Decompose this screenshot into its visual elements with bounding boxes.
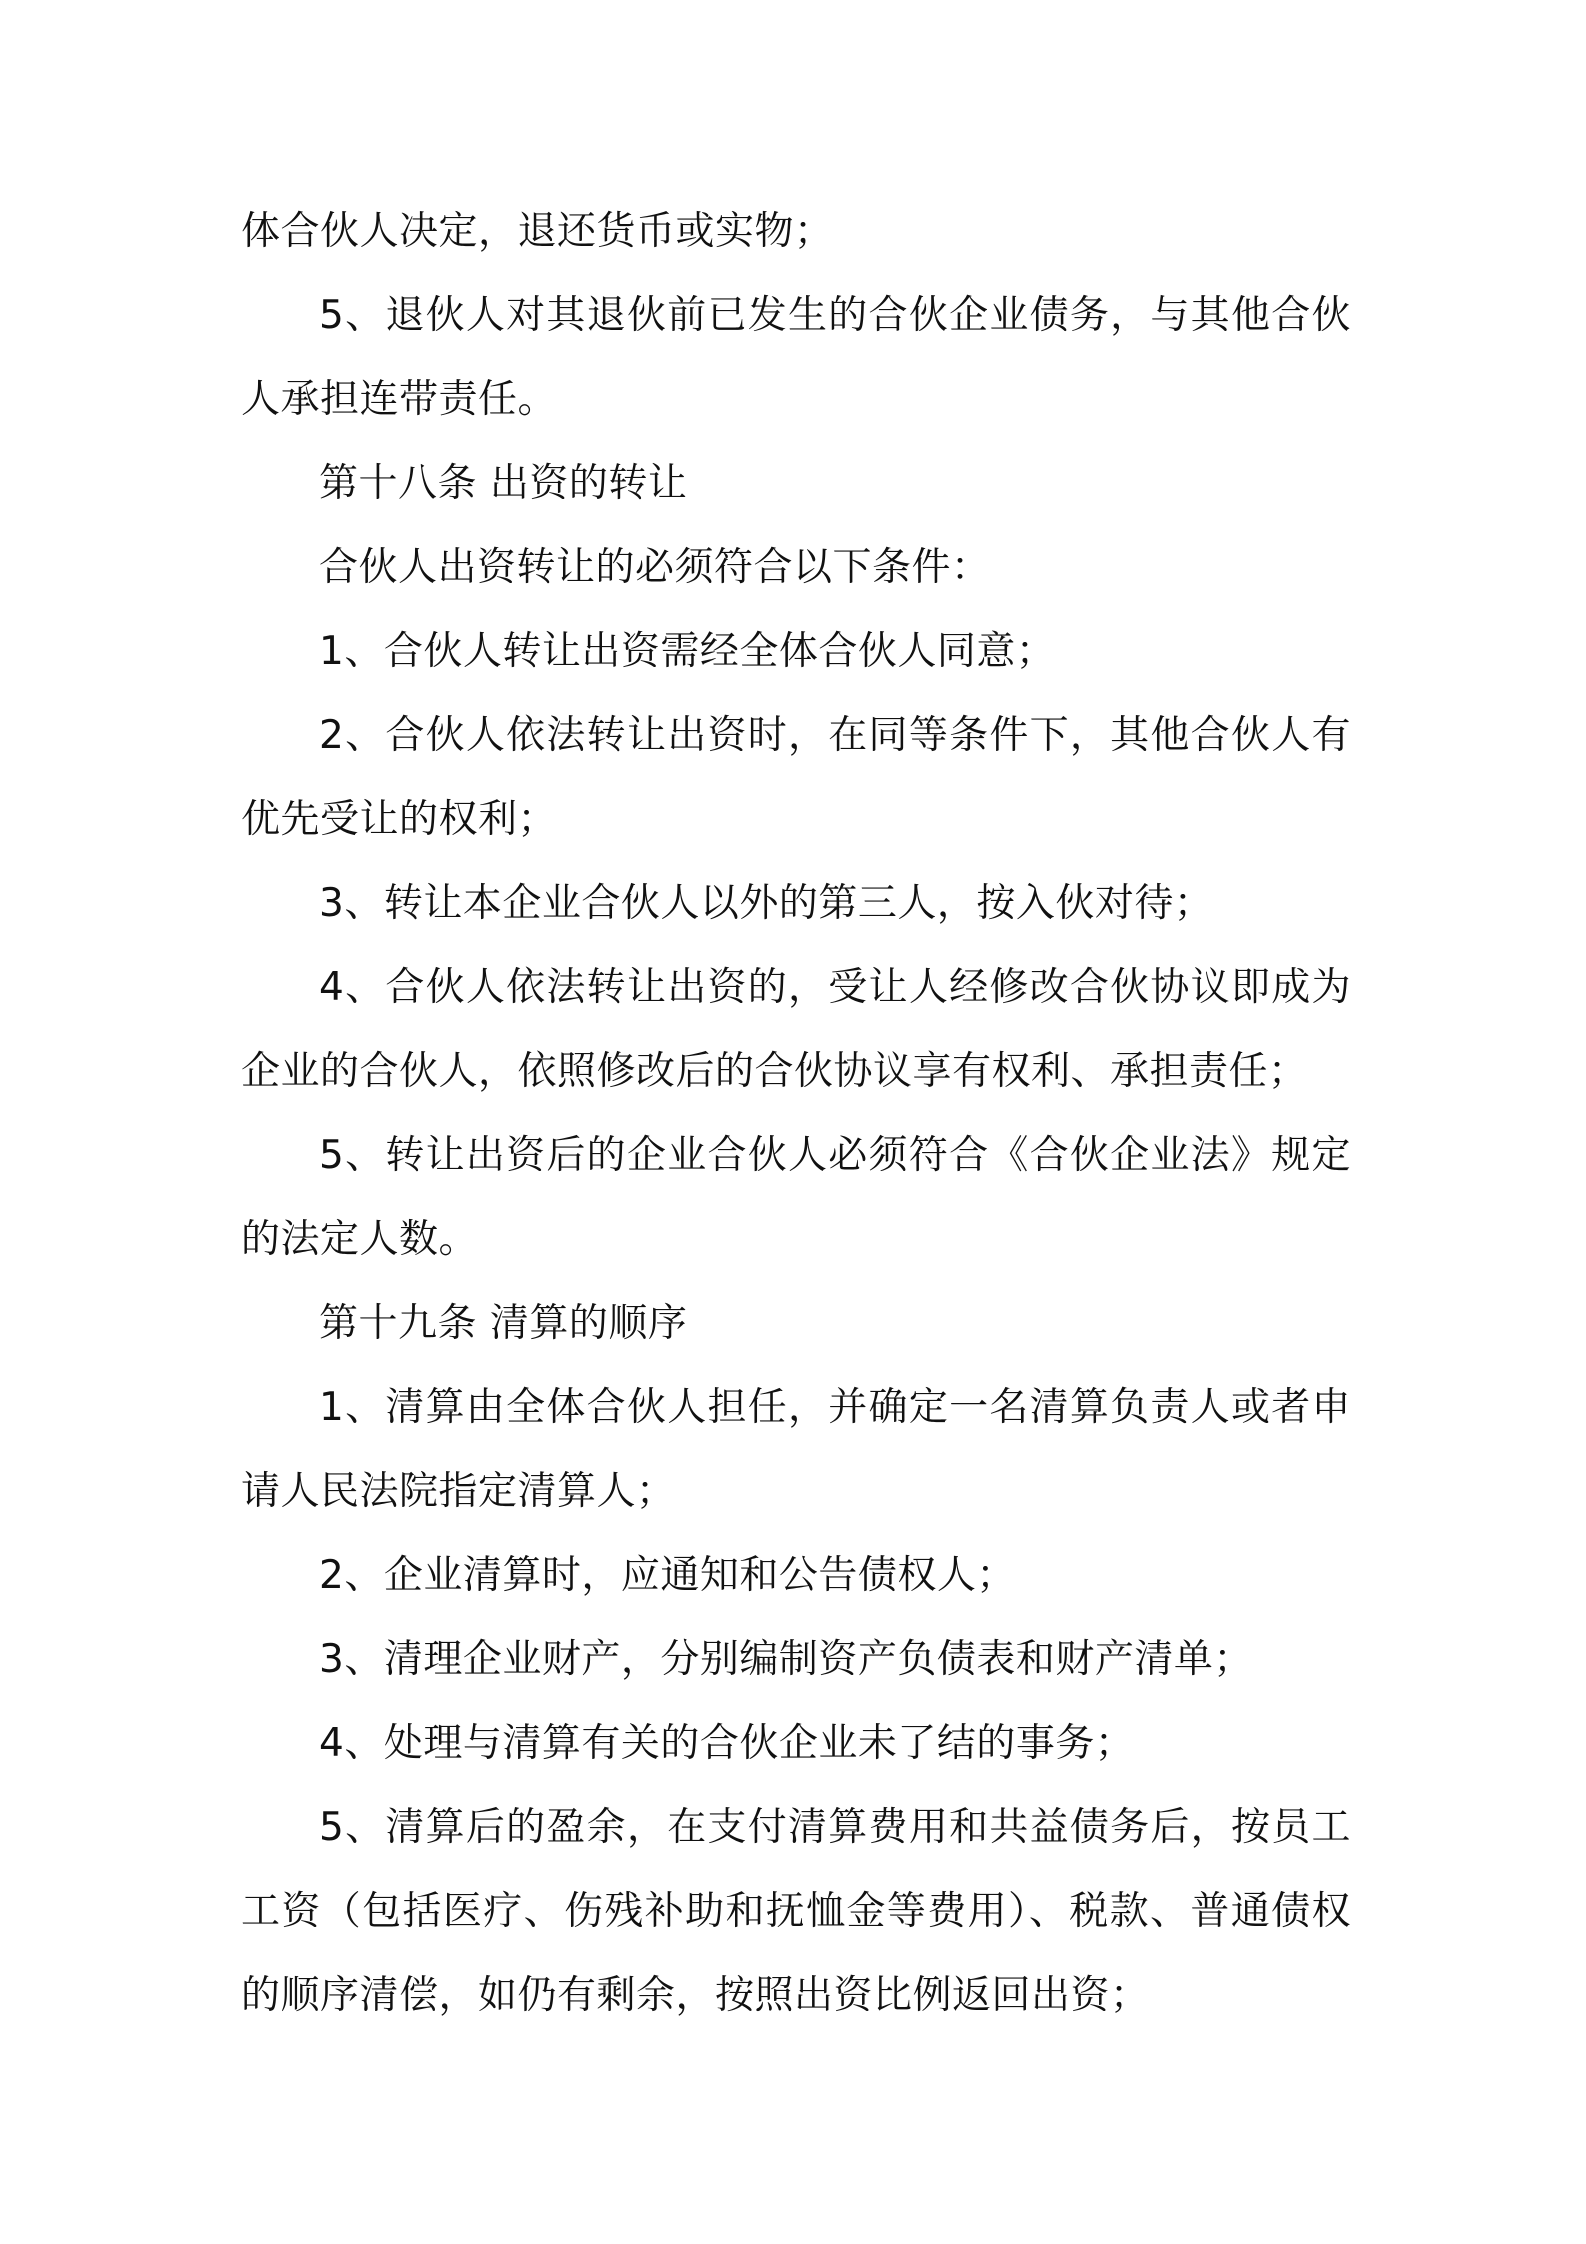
paragraph-transfer-conditions: 合伙人出资转让的必须符合以下条件： bbox=[319, 545, 991, 590]
paragraph-clause-5-withdrawal: 5、退伙人对其退伙前已发生的合伙企业债务，与其他合伙人承担连带责任。 bbox=[241, 293, 1351, 422]
paragraph-liquidation-item-3: 3、清理企业财产，分别编制资产负债表和财产清单； bbox=[319, 1637, 1253, 1682]
paragraph-continuation: 体合伙人决定，退还货币或实物； bbox=[241, 209, 834, 254]
paragraph-transfer-item-5: 5、转让出资后的企业合伙人必须符合《合伙企业法》规定的法定人数。 bbox=[241, 1133, 1351, 1262]
article-18-heading: 第十八条 出资的转让 bbox=[319, 461, 688, 506]
paragraph-transfer-item-1: 1、合伙人转让出资需经全体合伙人同意； bbox=[319, 629, 1056, 674]
paragraph-liquidation-item-2: 2、企业清算时，应通知和公告债权人； bbox=[319, 1553, 1016, 1598]
paragraph-transfer-item-3: 3、转让本企业合伙人以外的第三人，按入伙对待； bbox=[319, 881, 1214, 926]
article-19-heading: 第十九条 清算的顺序 bbox=[319, 1301, 688, 1346]
paragraph-transfer-item-2: 2、合伙人依法转让出资时，在同等条件下，其他合伙人有优先受让的权利； bbox=[241, 713, 1351, 842]
paragraph-liquidation-item-5: 5、清算后的盈余，在支付清算费用和共益债务后，按员工工资（包括医疗、伤残补助和抚恤金等费用）、税款、普通债权的顺序清偿，如仍有剩余，按照出资比例返回出资； bbox=[241, 1805, 1351, 2018]
paragraph-liquidation-item-1: 1、清算由全体合伙人担任，并确定一名清算负责人或者申请人民法院指定清算人； bbox=[241, 1385, 1351, 1514]
paragraph-transfer-item-4: 4、合伙人依法转让出资的，受让人经修改合伙协议即成为企业的合伙人，依照修改后的合伙协议享有权利、承担责任； bbox=[241, 965, 1351, 1094]
document-body bbox=[241, 190, 1351, 2038]
paragraph-liquidation-item-4: 4、处理与清算有关的合伙企业未了结的事务； bbox=[319, 1721, 1135, 1766]
